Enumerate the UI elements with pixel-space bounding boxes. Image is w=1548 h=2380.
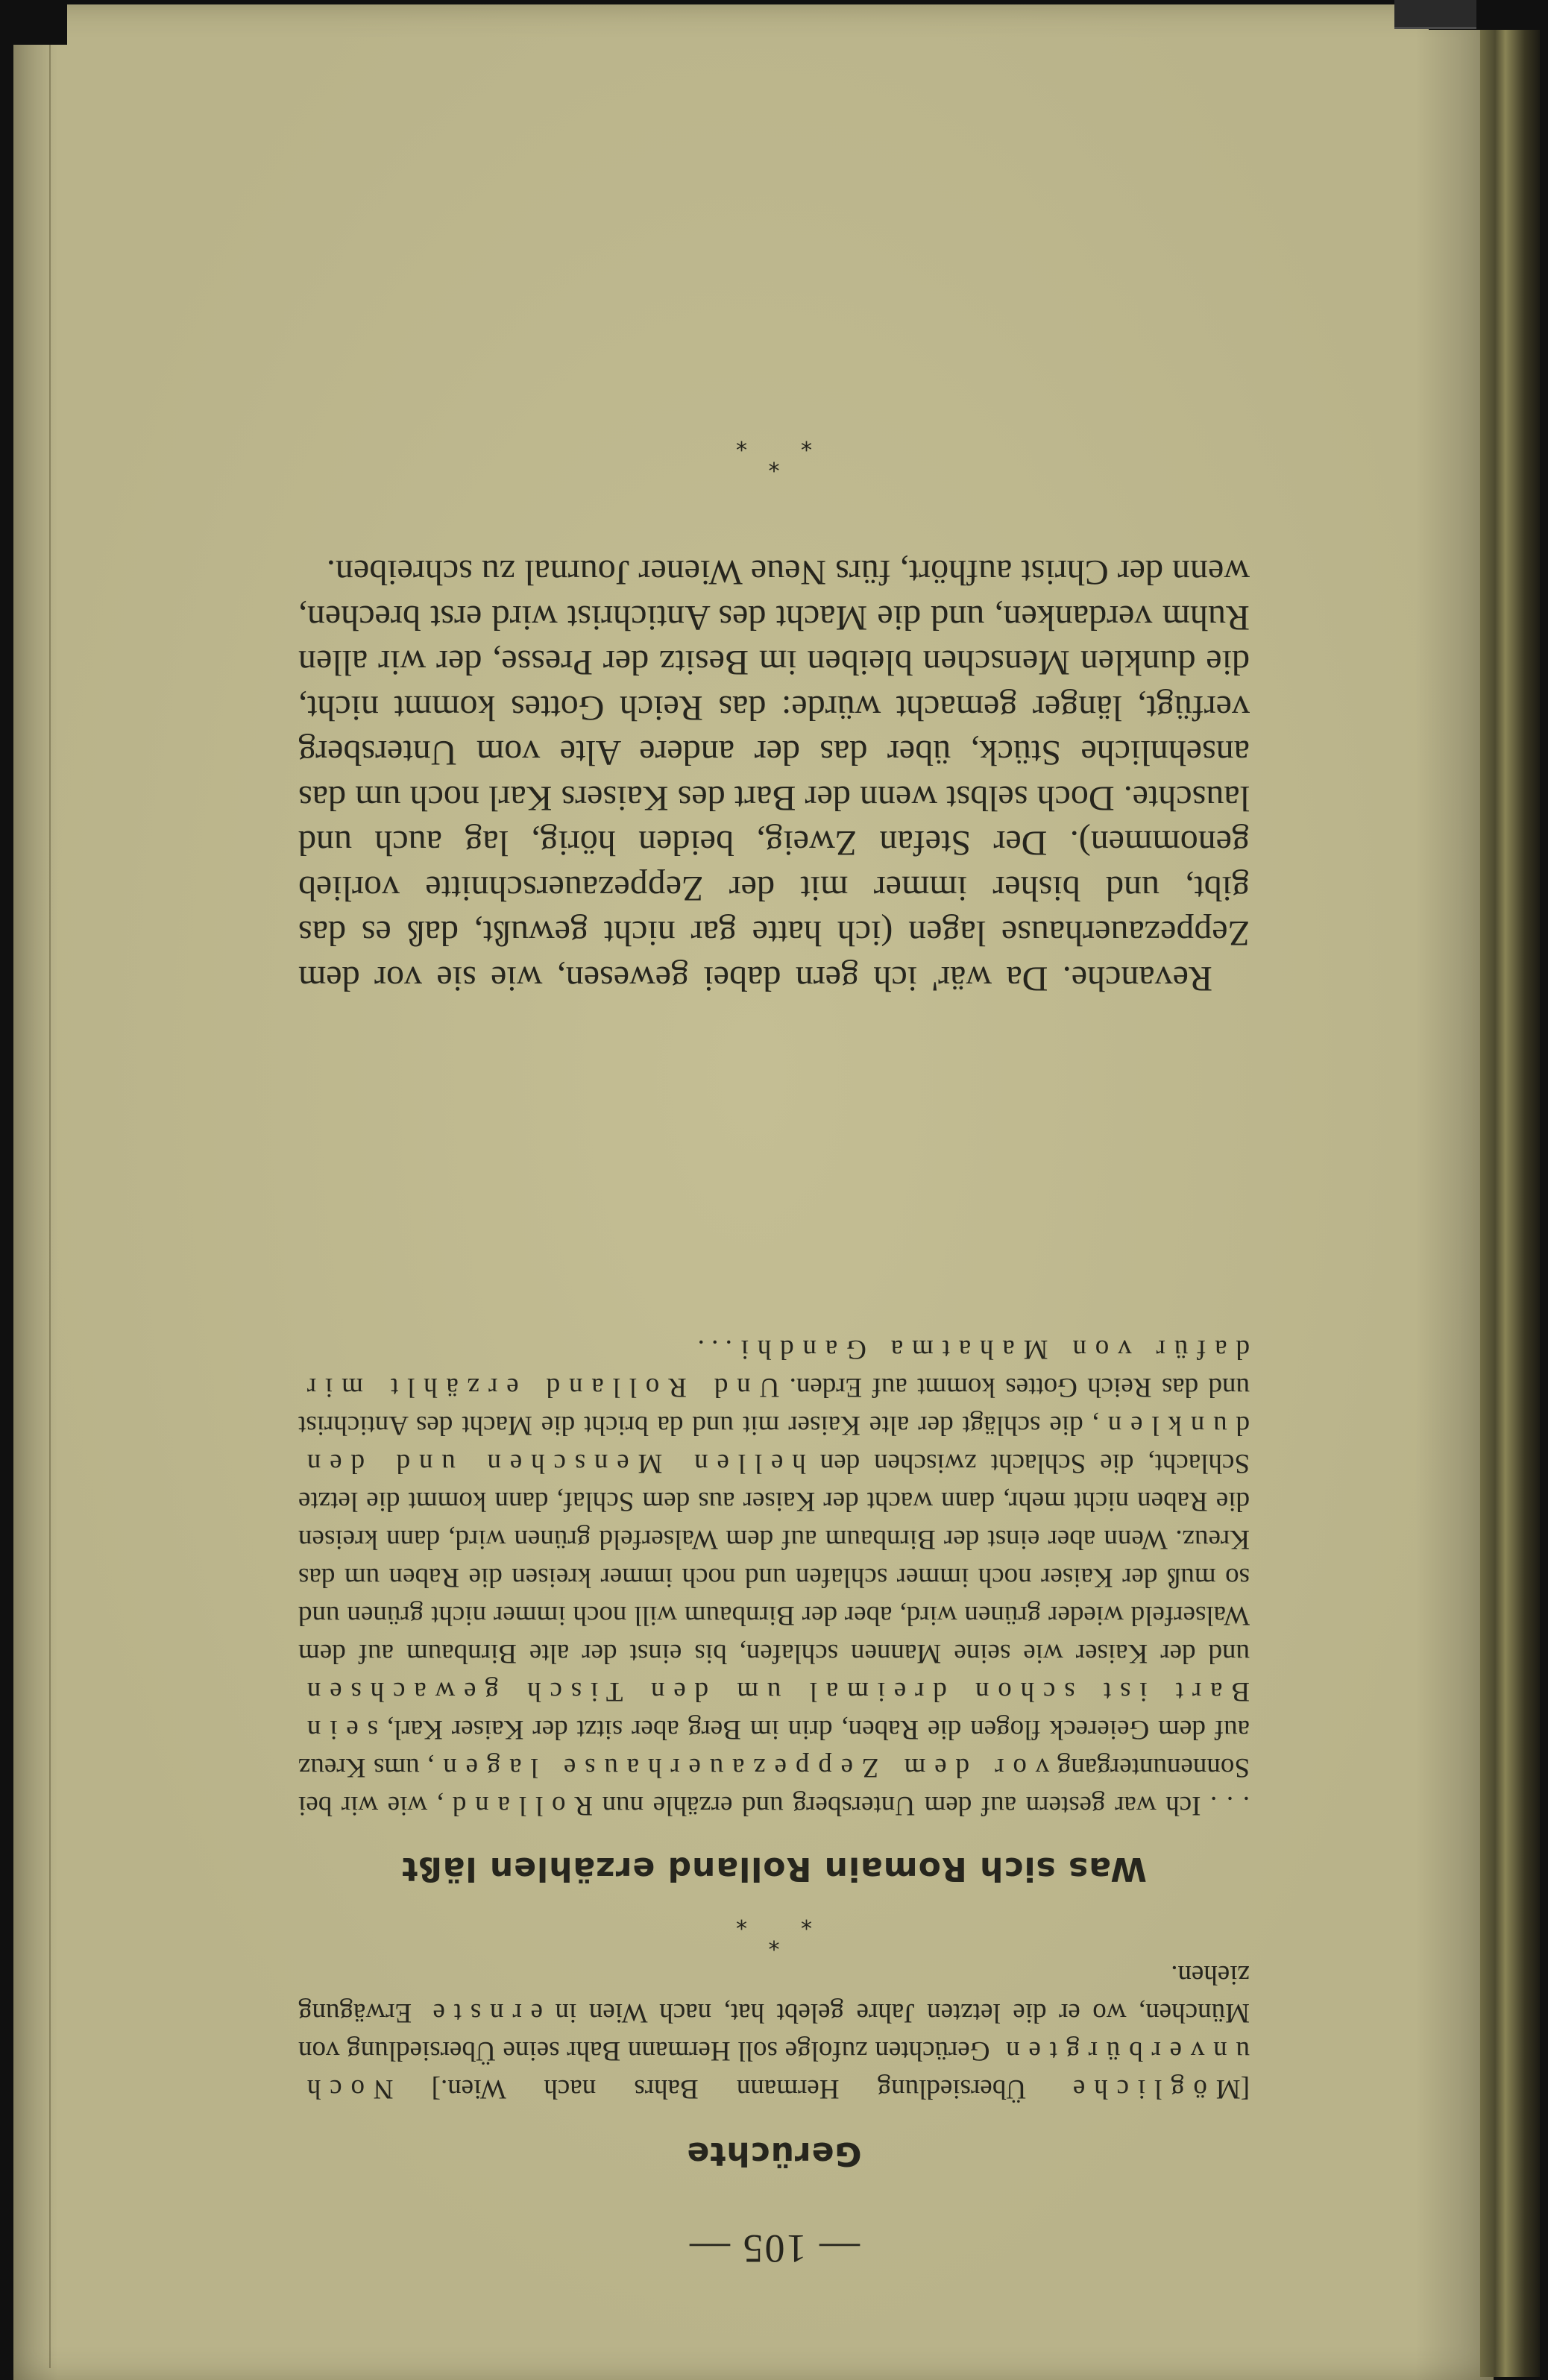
divider-star: * [736,429,747,455]
divider-star: * [768,1928,780,1954]
divider-star: * [736,1907,747,1933]
divider-star: * [801,429,812,455]
divider-star: * [801,1907,812,1933]
paragraph-geruechte: [Mögliche Übersiedlung Hermann Bahrs nach Wien.] Noch unverbürgten Gerüchten zufolge soll Hermann Bahr seine Übersiedlung von München, wo er die letzten Jahre gelebt hat, nach Wien in ernste Erwägung ziehen. [298,1959,1250,2104]
section-heading-geruechte: Gerüchte [686,2135,862,2173]
section-divider [0,1907,1548,1954]
section-heading-rolland: Was sich Romain Rolland erzählen läßt [401,1850,1147,1888]
section-divider [0,429,1548,475]
paragraph-rolland-2: Revanche. Da wär' ich gern dabei gewesen, wie sie vor dem Zeppezauerhause lagen (ich hatte gar nicht gewußt, daß es das gibt, und bisher immer mit der Zeppezauerschnitte vorlieb genommen). Der Stefan Zweig, beiden hörig, lag auch und lauschte. Doch selbst wenn der Bart des Kaisers Karl noch um das ansehnliche Stück, über das der andere Alte vom Untersberg verfügt, länger gemacht würde: das Reich Gottes kommt nicht, die dunklen Menschen bleiben im Besitz der Presse, der wir allen Ruhm verdanken, und die Macht des Antichrist wird erst brechen, wenn der Christ aufhört, fürs Neue Wiener Journal zu schreiben. [298,552,1250,998]
page-number: — 105 — [688,2226,860,2271]
paragraph-rolland-1: . . . Ich war gestern auf dem Untersberg und erzähle nun Rolland, wie wir bei Sonnenuntergang vor dem Zeppezauerhause lagen, ums Kreuz auf dem Geiereck flogen die Raben, drin im Berg aber sitzt der Kaiser Karl, sein Bart ist schon dreimal um den Tisch gewachsen und der Kaiser wie seine Mannen schlafen, bis einst der alte Birnbaum auf dem Walserfeld wieder grünen wird, aber der Birnbaum will noch immer nicht grünen und so muß der Kaiser noch immer schlafen und noch immer kreisen die Raben um das Kreuz. Wenn aber einst der Birnbaum auf dem Walserfeld grünen wird, dann kreisen die Raben nicht mehr, dann wacht der Kaiser aus dem Schlaf, dann kommt die letzte Schlacht, die Schlacht zwischen den hellen Menschen und den dunklen, die schlägt der alte Kaiser mit und da bricht die Macht des Antichrist und das Reich Gottes kommt auf Erden. Und Rolland erzählt mir dafür von Mahatma Gandhi. . . [298,1334,1250,1821]
divider-star: * [768,450,780,476]
